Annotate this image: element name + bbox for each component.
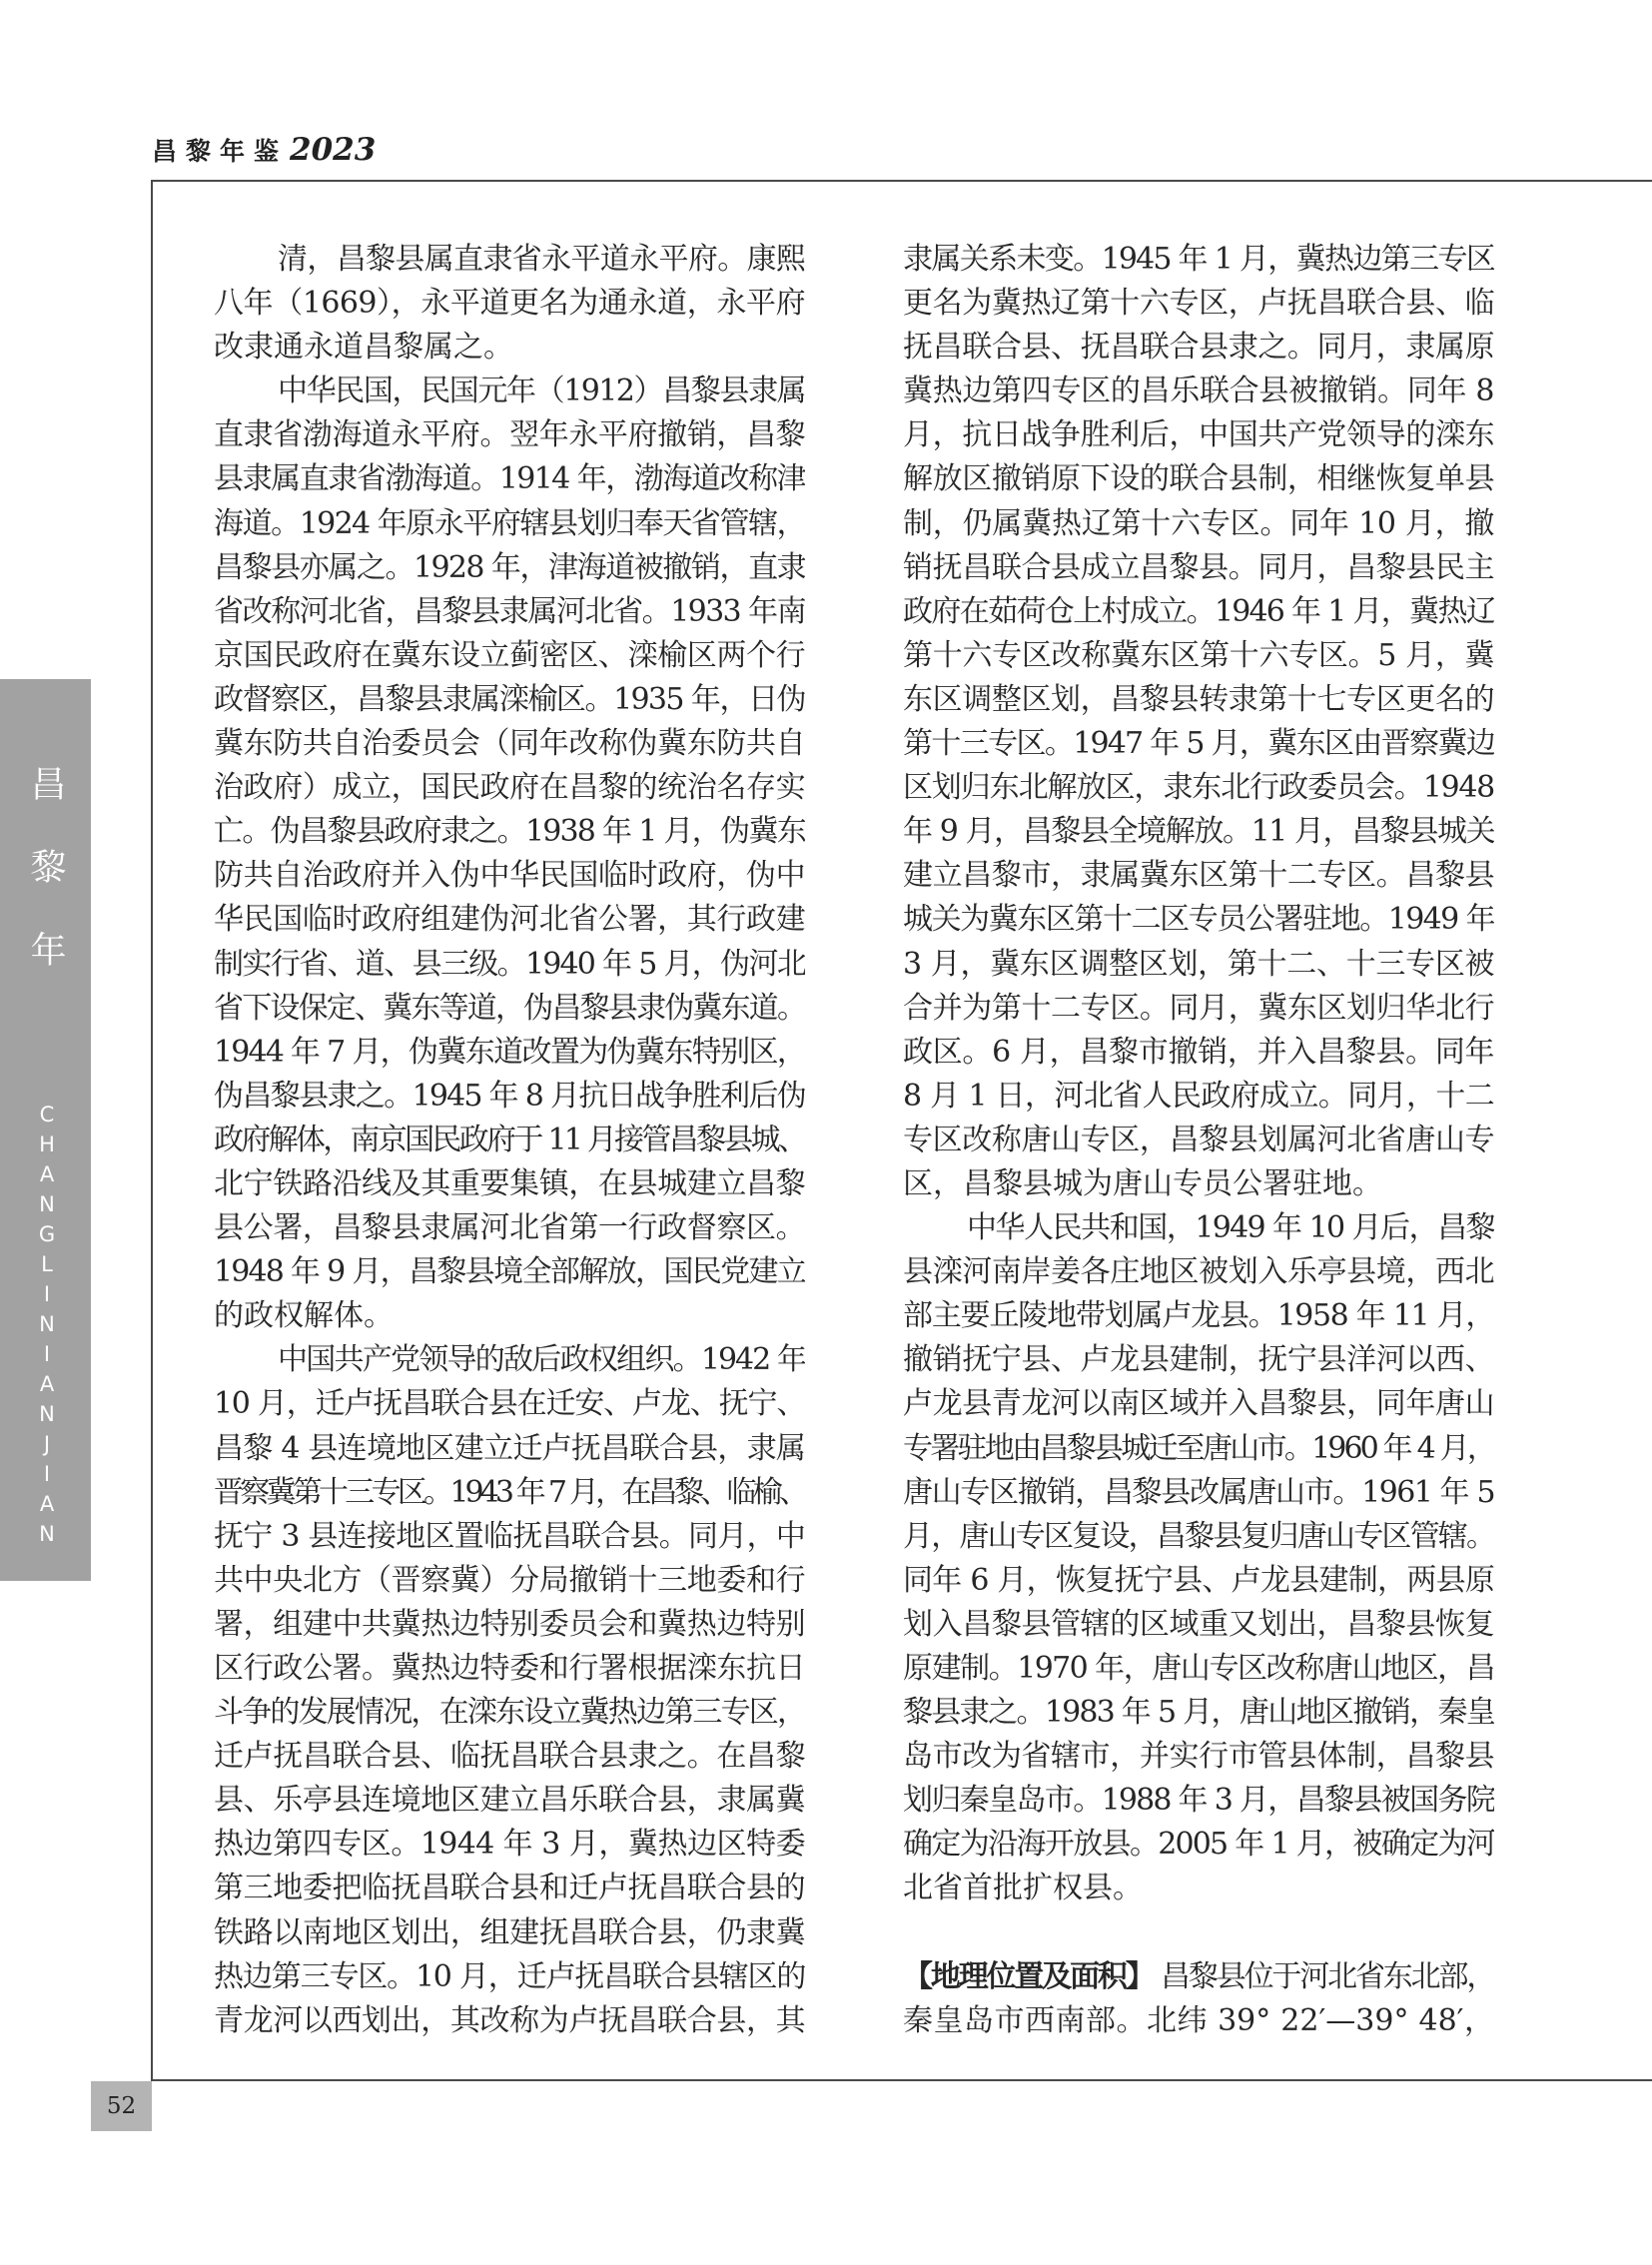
- text-line: 县滦河南岸姜各庄地区被划入乐亭县境，西北: [903, 1254, 1494, 1290]
- paragraph: [214, 370, 805, 1338]
- text-line: 更名为冀热辽第十六专区，卢抚昌联合县、临: [903, 286, 1494, 322]
- text-line: 划归秦皇岛市。1988 年 3 月，昌黎县被国务院: [903, 1783, 1494, 1819]
- text-line: 专署驻地由昌黎县城迁至唐山市。1960 年 4 月，: [903, 1430, 1494, 1466]
- header-rule: [152, 180, 1652, 182]
- text-line: 抚宁 3 县连接地区置临抚昌联合县。同月，中: [214, 1518, 805, 1554]
- text-line: 部主要丘陵地带划属卢龙县。1958 年 11 月，: [903, 1298, 1494, 1334]
- text-line: 青龙河以西划出，其改称为卢抚昌联合县，其: [214, 2002, 805, 2038]
- text-line: 抚昌联合县、抚昌联合县隶之。同月，隶属原: [903, 330, 1494, 366]
- text-line: 1944 年 7 月，伪冀东道改置为伪冀东特别区，: [214, 1034, 805, 1070]
- header-title: 昌黎年鉴: [152, 137, 289, 166]
- text-line: 城关为冀东区第十二区专员公署驻地。1949 年: [903, 902, 1494, 938]
- text-line: 共中央北方（晋察冀）分局撤销十三地委和行: [214, 1562, 805, 1598]
- text-line: 冀热边第四专区的昌乐联合县被撤销。同年 8: [903, 374, 1494, 409]
- text-line: 清，昌黎县属直隶省永平道永平府。康熙: [278, 242, 805, 277]
- text-line: 解放区撤销原下设的联合县制，相继恢复单县: [903, 461, 1494, 497]
- text-line: 热边第三专区。10 月，迁卢抚昌联合县辖区的: [214, 1958, 805, 1994]
- side-tab-pinyin: CHANGLINIANJIAN: [35, 1103, 59, 1552]
- text-line: 月，抗日战争胜利后，中国共产党领导的滦东: [903, 417, 1494, 453]
- text-line: 第三地委把临抚昌联合县和迁卢抚昌联合县的: [214, 1871, 805, 1906]
- text-line: 的政权解体。: [214, 1298, 394, 1334]
- text-line: 东区调整区划，昌黎县转隶第十七专区更名的: [903, 681, 1494, 717]
- text-line: 治政府）成立，国民政府在昌黎的统治名存实: [214, 770, 805, 806]
- section-heading: 【地理位置及面积】: [903, 1958, 1154, 1994]
- paragraph: [903, 238, 1494, 1206]
- text-line: 省下设保定、冀东等道，伪昌黎县隶伪冀东道。: [214, 990, 805, 1026]
- text-line: 昌黎县亦属之。1928 年，津海道被撤销，直隶: [214, 549, 805, 585]
- text-line: 撤销抚宁县、卢龙县建制，抚宁县洋河以西、: [903, 1342, 1494, 1378]
- text-line: 区行政公署。冀热边特委和行署根据滦东抗日: [214, 1651, 805, 1686]
- text-line: 北省首批扩权县。: [903, 1871, 1143, 1906]
- text-line: 昌黎 4 县连境地区建立迁卢抚昌联合县，隶属: [214, 1430, 805, 1466]
- text-line: 华民国临时政府组建伪河北省公署，其行政建: [214, 902, 805, 938]
- text-line: 政府在茹荷仓上村成立。1946 年 1 月，冀热辽: [903, 593, 1494, 629]
- left-column: [214, 238, 805, 2043]
- text-line: 冀东防共自治委员会（同年改称伪冀东防共自: [214, 726, 805, 762]
- text-line: 3 月，冀东区调整区划，第十二、十三专区被: [903, 946, 1494, 982]
- text-line: 省改称河北省，昌黎县隶属河北省。1933 年南: [214, 593, 805, 629]
- text-line: 岛市改为省辖市，并实行市管县体制，昌黎县: [903, 1739, 1494, 1775]
- text-line: 区划归东北解放区，隶东北行政委员会。1948: [903, 770, 1494, 806]
- page-number: 52: [91, 2081, 152, 2131]
- text-line: 同年 6 月，恢复抚宁县、卢龙县建制，两县原: [903, 1562, 1494, 1598]
- text-line: 8 月 1 日，河北省人民政府成立。同月，十二: [903, 1078, 1494, 1114]
- text-line: 北宁铁路沿线及其重要集镇，在县城建立昌黎: [214, 1165, 805, 1201]
- text-line: 防共自治政府并入伪中华民国临时政府，伪中: [214, 858, 805, 894]
- text-line: 1948 年 9 月，昌黎县境全部解放，国民党建立: [214, 1254, 805, 1290]
- text-line: 八年（1669），永平道更名为通永道，永平府: [214, 286, 805, 322]
- text-line: 黎县隶之。1983 年 5 月，唐山地区撤销，秦皇: [903, 1695, 1494, 1731]
- text-line: 区，昌黎县城为唐山专员公署驻地。: [903, 1165, 1382, 1201]
- text-line: 直隶省渤海道永平府。翌年永平府撤销，昌黎: [214, 417, 805, 453]
- text-line: 隶属关系未变。1945 年 1 月，冀热边第三专区: [903, 242, 1494, 277]
- text-line: 年 9 月，昌黎县全境解放。11 月，昌黎县城关: [903, 814, 1494, 850]
- text-line: 10 月，迁卢抚昌联合县在迁安、卢龙、抚宁、: [214, 1386, 805, 1422]
- text-line: 专区改称唐山专区，昌黎县划属河北省唐山专: [903, 1122, 1494, 1157]
- text-line: 原建制。1970 年，唐山专区改称唐山地区，昌: [903, 1651, 1494, 1686]
- text-line: 第十六专区改称冀东区第十六专区。5 月，冀: [903, 637, 1494, 673]
- text-line: 中国共产党领导的敌后政权组织。1942 年: [278, 1342, 805, 1378]
- frame-left-rule: [151, 180, 153, 2081]
- section-text: 昌黎县位于河北省东北部，: [1161, 1958, 1494, 1994]
- text-line: [903, 1955, 1494, 1999]
- text-line: 政区。6 月，昌黎市撤销，并入昌黎县。同年: [903, 1034, 1494, 1070]
- text-line: 确定为沿海开放县。2005 年 1 月，被确定为河: [903, 1827, 1494, 1863]
- geo-section: [903, 1955, 1494, 2043]
- text-line: 月，唐山专区复设，昌黎县复归唐山专区管辖。: [903, 1518, 1494, 1554]
- footer-rule: [151, 2079, 1652, 2081]
- text-line: 政府解体，南京国民政府于 11 月接管昌黎县城、: [214, 1122, 805, 1157]
- text-line: 迁卢抚昌联合县、临抚昌联合县隶之。在昌黎: [214, 1739, 805, 1775]
- text-line: 划入昌黎县管辖的区域重又划出，昌黎县恢复: [903, 1606, 1494, 1642]
- text-line: 中华民国，民国元年（1912）昌黎县隶属: [278, 374, 805, 409]
- text-line: 铁路以南地区划出，组建抚昌联合县，仍隶冀: [214, 1914, 805, 1950]
- text-line: 伪昌黎县隶之。1945 年 8 月抗日战争胜利后伪: [214, 1078, 805, 1114]
- text-line: 制，仍属冀热辽第十六专区。同年 10 月，撤: [903, 505, 1494, 541]
- text-line: 县隶属直隶省渤海道。1914 年，渤海道改称津: [214, 461, 805, 497]
- text-line: 卢龙县青龙河以南区域并入昌黎县，同年唐山: [903, 1386, 1494, 1422]
- text-line: 斗争的发展情况，在滦东设立冀热边第三专区，: [214, 1695, 805, 1731]
- text-line: 县、乐亭县连境地区建立昌乐联合县，隶属冀: [214, 1783, 805, 1819]
- text-line: 秦皇岛市西南部。北纬 39° 22′—39° 48′，: [903, 2002, 1494, 2038]
- text-line: 政督察区，昌黎县隶属滦榆区。1935 年，日伪: [214, 681, 805, 717]
- side-tab-title: 昌黎年: [25, 765, 66, 1014]
- text-line: 海道。1924 年原永平府辖县划归奉天省管辖，: [214, 505, 805, 541]
- text-line: 合并为第十二专区。同月，冀东区划归华北行: [903, 990, 1494, 1026]
- text-line: 销抚昌联合县成立昌黎县。同月，昌黎县民主: [903, 549, 1494, 585]
- text-line: 唐山专区撤销，昌黎县改属唐山市。1961 年 5: [903, 1474, 1494, 1510]
- text-line: 中华人民共和国，1949 年 10 月后，昌黎: [967, 1210, 1494, 1246]
- text-line: 制实行省、道、县三级。1940 年 5 月，伪河北: [214, 946, 805, 982]
- paragraph: [903, 1206, 1494, 1911]
- text-line: 亡。伪昌黎县政府隶之。1938 年 1 月，伪冀东: [214, 814, 805, 850]
- text-line: 第十三专区。1947 年 5 月，冀东区由晋察冀边: [903, 726, 1494, 762]
- paragraph: [214, 1338, 805, 2043]
- text-line: 改隶通永道昌黎属之。: [214, 330, 513, 366]
- right-column: [903, 238, 1494, 2043]
- text-line: 热边第四专区。1944 年 3 月，冀热边区特委: [214, 1827, 805, 1863]
- text-line: 县公署，昌黎县隶属河北省第一行政督察区。: [214, 1210, 805, 1246]
- text-line: 署，组建中共冀热边特别委员会和冀热边特别: [214, 1606, 805, 1642]
- text-line: 京国民政府在冀东设立蓟密区、滦榆区两个行: [214, 637, 805, 673]
- paragraph: [214, 238, 805, 370]
- text-line: 建立昌黎市，隶属冀东区第十二专区。昌黎县: [903, 858, 1494, 894]
- running-header: [152, 132, 376, 172]
- header-year: 2023: [290, 132, 377, 168]
- text-line: 晋察冀第十三专区。1943 年 7 月，在昌黎、临榆、: [214, 1474, 805, 1510]
